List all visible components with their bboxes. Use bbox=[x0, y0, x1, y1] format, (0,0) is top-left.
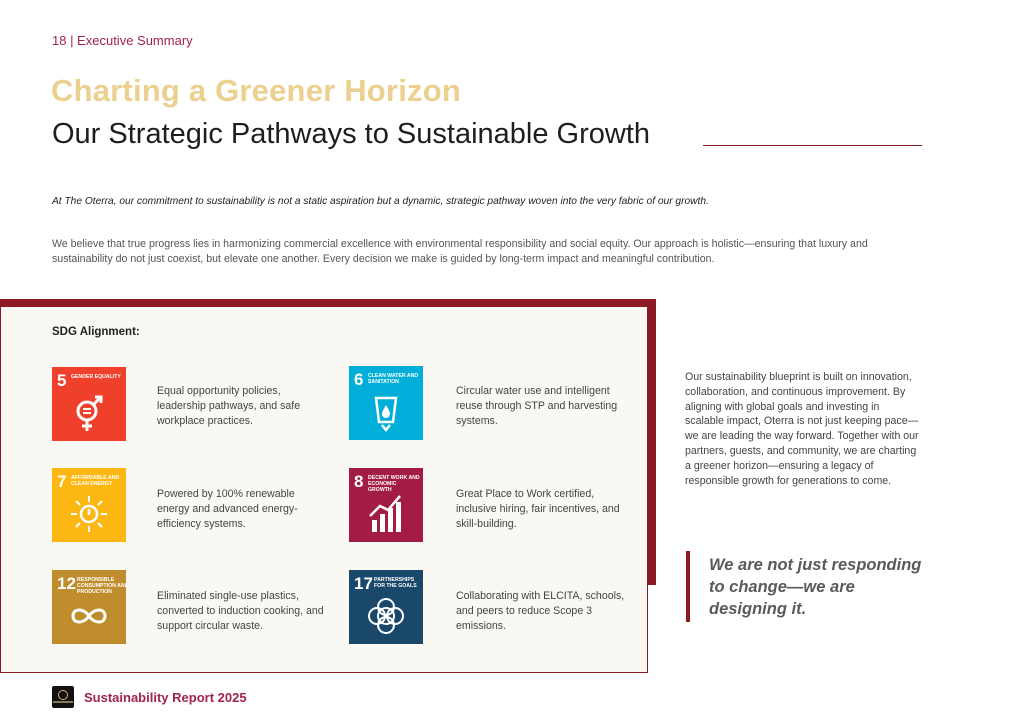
water-drop-icon bbox=[366, 392, 406, 432]
page-headline: Charting a Greener Horizon bbox=[51, 73, 461, 108]
intro-body: We believe that true progress lies in harmonizing commercial excellence with environmental responsibility and social equity. Our approach is holistic—ensuring that luxury and sustainability do not just coexist, but elevate one another. Every decision we make is guided by long-term impact and meaningful contribution. bbox=[52, 238, 868, 265]
sdg-number: 7 bbox=[57, 472, 67, 491]
quote-bar bbox=[686, 551, 690, 622]
sdg-number: 6 bbox=[354, 370, 364, 389]
sun-power-icon bbox=[69, 494, 109, 534]
infinity-icon bbox=[69, 596, 109, 636]
sdg-tile-17 bbox=[349, 570, 423, 644]
oterra-logo-icon bbox=[52, 686, 74, 708]
sdg-number: 12 bbox=[57, 574, 76, 593]
sdg-tile-12 bbox=[52, 570, 129, 644]
footer-title: Sustainability Report 2025 bbox=[84, 690, 247, 705]
sdg-description-17: Collaborating with ELCITA, schools, and peers to reduce Scope 3 emissions. bbox=[456, 590, 625, 632]
growth-chart-icon bbox=[366, 494, 406, 534]
partnership-rings-icon bbox=[366, 596, 406, 636]
sdg-tile-6 bbox=[349, 366, 423, 440]
page-label: 18 | Executive Summary bbox=[52, 33, 193, 48]
sdg-title: SDG Alignment: bbox=[52, 326, 140, 338]
sdg-name: PARTNERSHIPS FOR THE GOALS bbox=[374, 577, 417, 589]
sdg-number: 8 bbox=[354, 472, 364, 491]
sdg-tile-5 bbox=[52, 367, 126, 441]
intro-lead: At The Oterra, our commitment to sustainability is not a static aspiration but a dynamic, strategic pathway woven into the very fabric of our growth. bbox=[52, 196, 709, 207]
sdg-name: DECENT WORK AND ECONOMIC GROWTH bbox=[368, 475, 420, 493]
sdg-name: GENDER EQUALITY bbox=[71, 374, 121, 380]
sdg-tile-7 bbox=[52, 468, 126, 542]
sdg-description-5: Equal opportunity policies, leadership pathways, and safe workplace practices. bbox=[157, 385, 301, 427]
sdg-name: AFFORDABLE AND CLEAN ENERGY bbox=[71, 475, 120, 487]
sdg-description-6: Circular water use and intelligent reuse through STP and harvesting systems. bbox=[456, 385, 618, 427]
sdg-description-7: Powered by 100% renewable energy and advanced energy-efficiency systems. bbox=[157, 488, 298, 530]
blueprint-paragraph: Our sustainability blueprint is built on innovation, collaboration, and continuous improvement. By aligning with global goals and investing in scalable impact, Oterra is not just keeping pace—we are leading the way forward. Together with our partners, guests, and community, we are charting a greener horizon—ensuring a legacy of responsible growth for generations to come. bbox=[685, 371, 919, 487]
sdg-number: 5 bbox=[57, 371, 67, 390]
page-subheadline: Our Strategic Pathways to Sustainable Growth bbox=[52, 118, 651, 150]
sdg-name: CLEAN WATER AND SANITATION bbox=[368, 373, 419, 385]
sdg-description-8: Great Place to Work certified, inclusive hiring, fair incentives, and skill-building. bbox=[456, 488, 620, 530]
sdg-tile-8 bbox=[349, 468, 423, 542]
sdg-description-12: Eliminated single-use plastics, converted to induction cooking, and support circular waste. bbox=[157, 590, 324, 632]
sdg-name: RESPONSIBLE CONSUMPTION AND PRODUCTION bbox=[77, 577, 129, 595]
sdg-number: 17 bbox=[354, 574, 373, 593]
gender-equality-icon bbox=[69, 393, 109, 433]
header-rule bbox=[703, 145, 922, 146]
pull-quote: We are not just responding to change—we are designing it. bbox=[709, 556, 922, 618]
